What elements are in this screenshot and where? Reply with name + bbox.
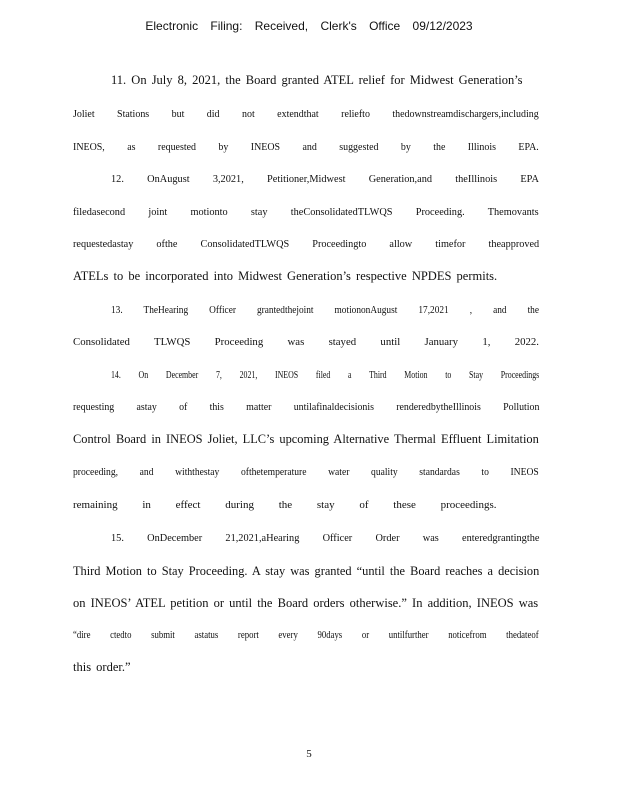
- paragraph-14-line-5: remaining in effect during the stay of these proceedings.: [73, 499, 497, 511]
- paragraph-11-line-2: Joliet Stations but did not extendthat reliefto thedownstreamdischargers,including: [73, 108, 539, 120]
- paragraph-14-line-3: Control Board in INEOS Joliet, LLC’s upcoming Alternative Thermal Effluent Limitation: [73, 432, 539, 446]
- paragraph-12-line-2: filedasecond joint motionto stay theConsolidatedTLWQS Proceeding. Themovants: [73, 206, 539, 218]
- paragraph-12-line-4: ATELs to be incorporated into Midwest Generation’s respective NPDES permits.: [73, 269, 498, 283]
- paragraph-15-line-2: Third Motion to Stay Proceeding. A stay was granted “until the Board reaches a decision: [73, 564, 540, 578]
- paragraph-15-line-1: 15. OnDecember 21,2021,aHearing Officer Order was enteredgrantingthe: [111, 532, 540, 544]
- paragraph-11-line-1: 11. On July 8, 2021, the Board granted ATEL relief for Midwest Generation’s: [111, 73, 523, 87]
- page-number: 5: [306, 748, 312, 760]
- electronic-filing-header: Electronic Filing: Received, Clerk's Office 09/12/2023: [145, 19, 473, 33]
- paragraph-12-line-3: requestedastay ofthe ConsolidatedTLWQS Proceedingto allow timefor theapproved: [73, 238, 540, 250]
- paragraph-15-line-5: this order.”: [73, 660, 131, 674]
- paragraph-11-line-3: INEOS, as requested by INEOS and suggested by the Illinois EPA.: [73, 141, 539, 153]
- paragraph-14-line-2: requesting astay of this matter untilafinaldecisionis renderedbytheIllinois Pollution: [73, 401, 540, 413]
- paragraph-13-line-2: Consolidated TLWQS Proceeding was stayed until January 1, 2022.: [73, 336, 539, 348]
- paragraph-14-line-4: proceeding, and withthestay ofthetemperature water quality standardas to INEOS: [73, 466, 539, 478]
- paragraph-15-line-4: “dire ctedto submit astatus report every 90days or untilfurther noticefrom thedateof: [73, 629, 539, 641]
- paragraph-13-line-1: 13. TheHearing Officer grantedthejoint motiononAugust 17,2021 , and the: [111, 304, 539, 316]
- paragraph-15-line-3: on INEOS’ ATEL petition or until the Board orders otherwise.” In addition, INEOS was: [73, 596, 539, 610]
- paragraph-12-line-1: 12. OnAugust 3,2021, Petitioner,Midwest Generation,and theIllinois EPA: [111, 173, 539, 185]
- paragraph-14-line-1: 14. On December 7, 2021, INEOS filed a Third Motion to Stay Proceedings: [111, 369, 540, 381]
